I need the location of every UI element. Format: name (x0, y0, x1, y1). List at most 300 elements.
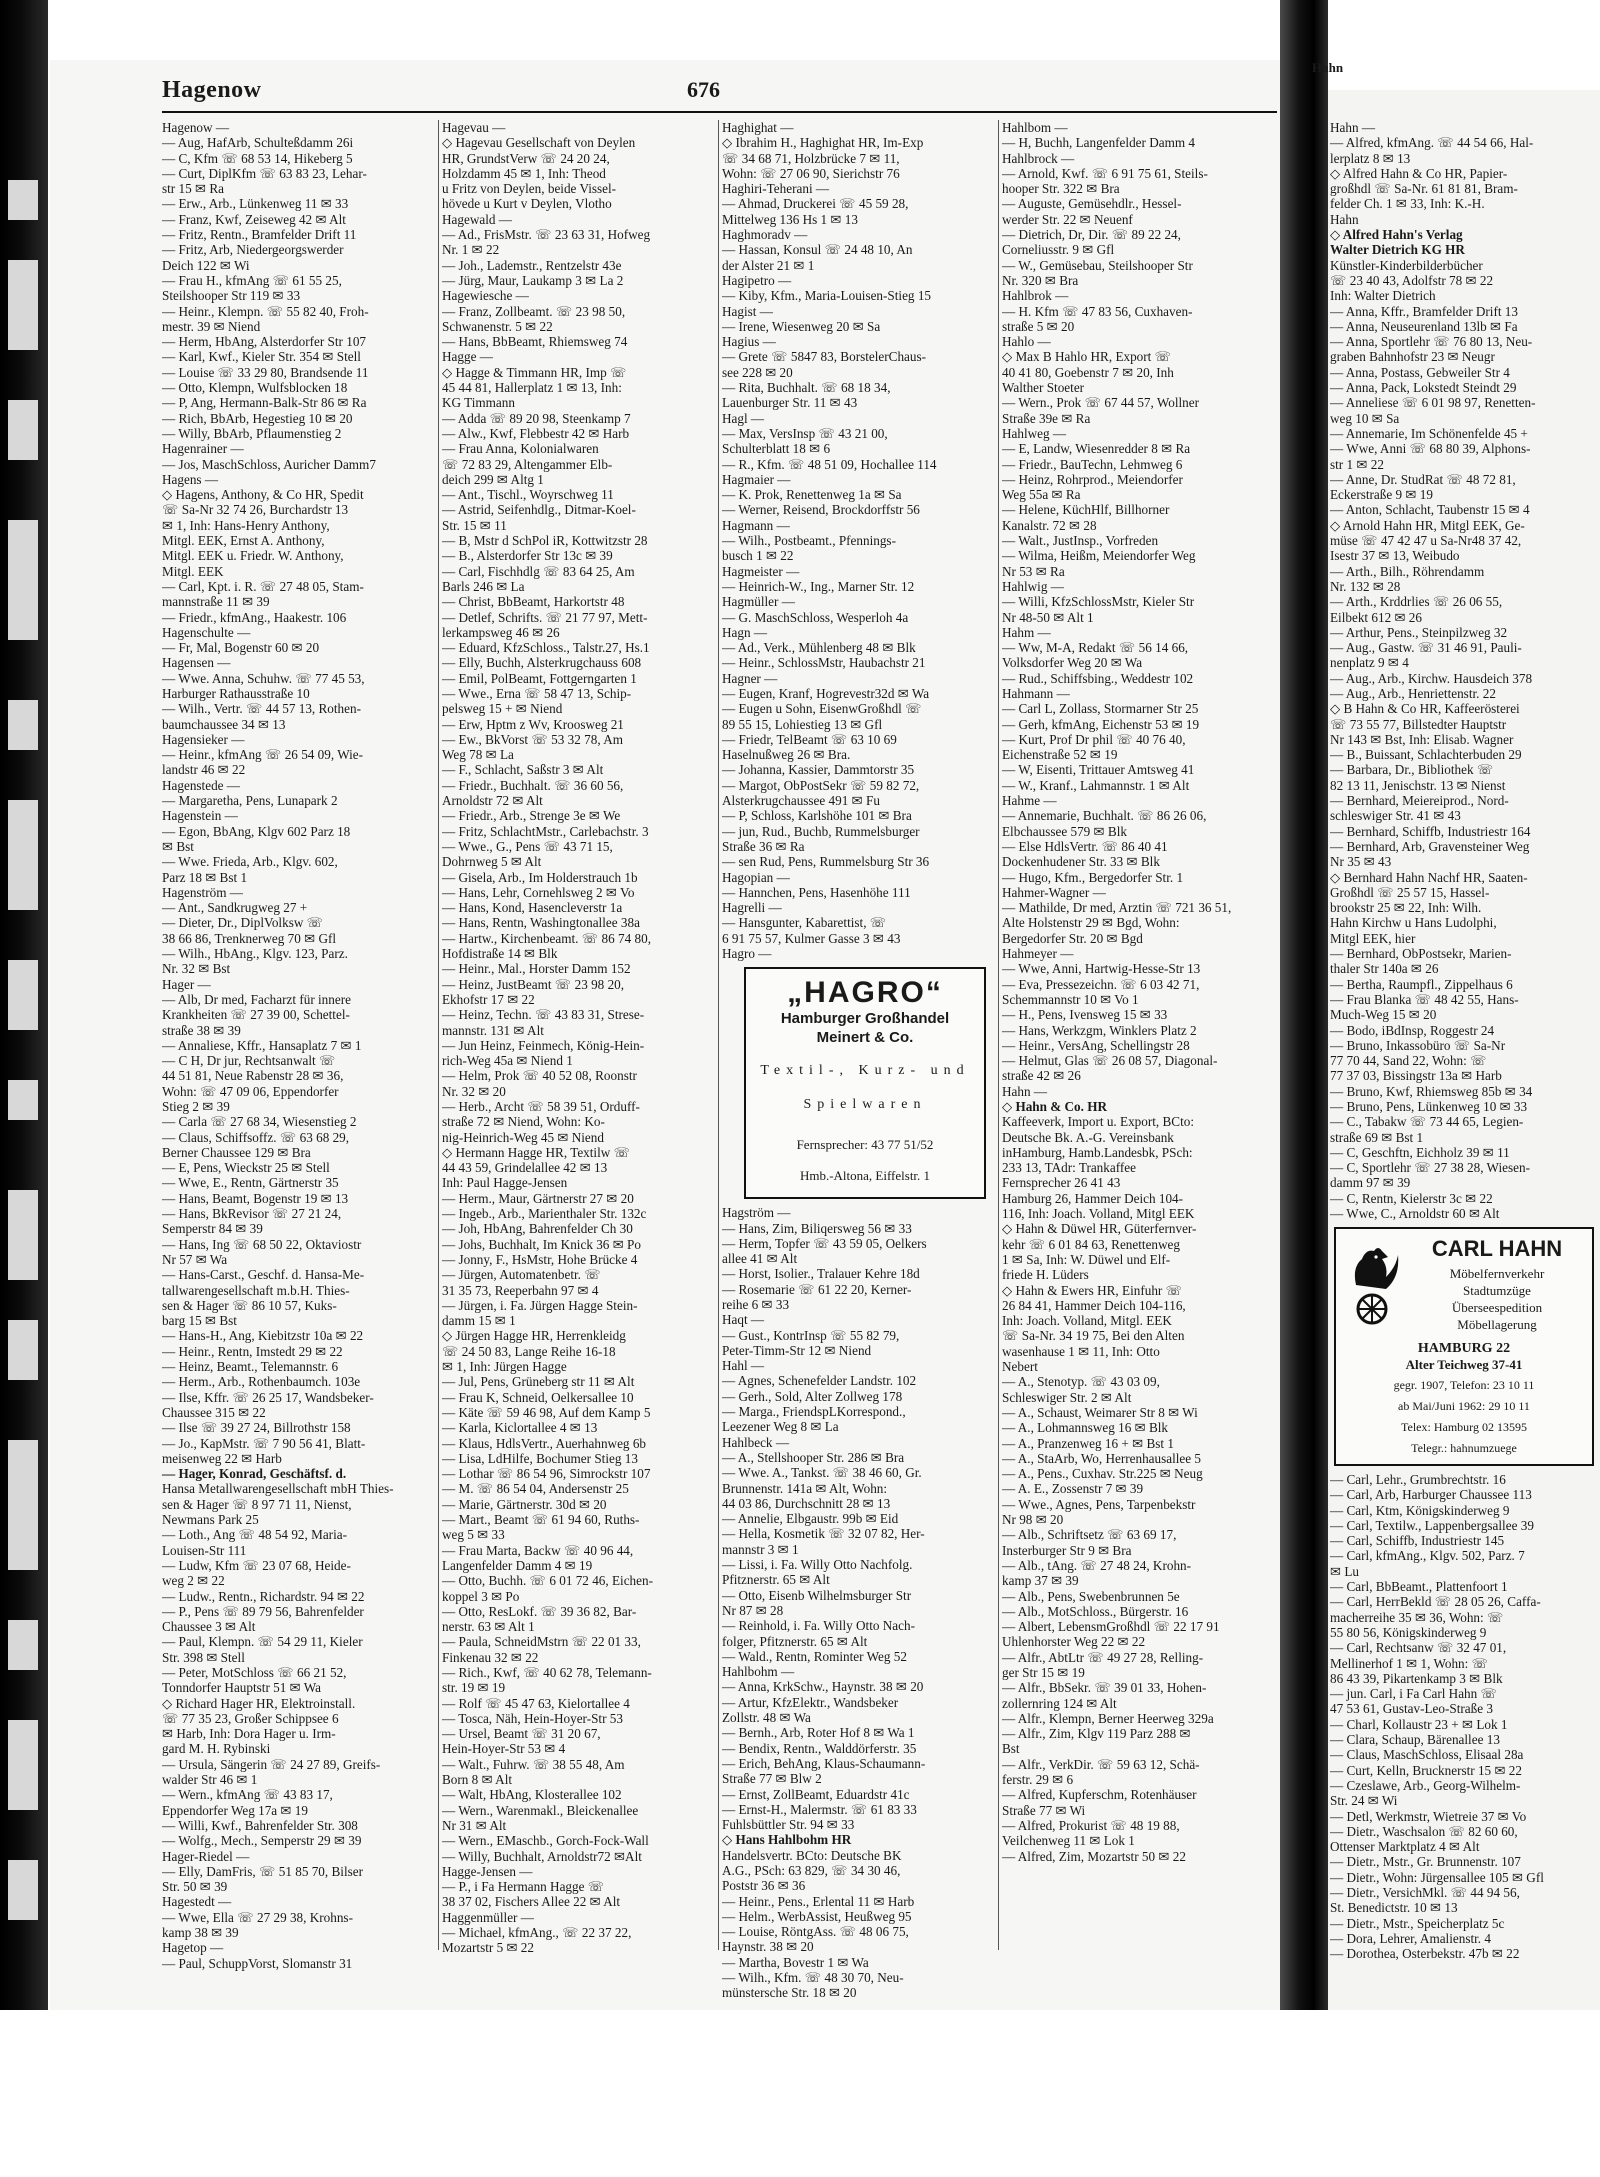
directory-entry: — A., Schaust, Weimarer Str 8 ✉ Wi (1002, 1404, 1198, 1420)
directory-entry: — Carl, Lehr., Grumbrechtstr. 16 (1330, 1471, 1506, 1487)
directory-entry: — Ludw., Rentn., Richardstr. 94 ✉ 22 (162, 1588, 365, 1604)
directory-entry: weg 10 ✉ Sa (1330, 410, 1400, 426)
directory-entry: see 228 ✉ 20 (722, 364, 793, 380)
directory-entry: — Claus, Schiffsoffz. ☏ 63 68 29, (162, 1129, 350, 1145)
directory-entry: Alsterkrugchaussee 491 ✉ Fu (722, 793, 880, 809)
directory-entry: koppel 3 ✉ Po (442, 1588, 520, 1604)
directory-entry: — K. Prok, Renettenweg 1a ✉ Sa (722, 487, 902, 503)
directory-entry: — P, Schloss, Karlshöhe 101 ✉ Bra (722, 808, 912, 824)
directory-entry: — A., Lohmannsweg 16 ✉ Blk (1002, 1420, 1168, 1436)
directory-entry: — Ant., Tischl., Woyrschweg 11 (442, 487, 614, 503)
directory-entry: — Margot, ObPostSekr ☏ 59 82 72, (722, 777, 920, 793)
directory-entry: — Hugo, Kfm., Bergedorfer Str. 1 (1002, 869, 1184, 885)
directory-entry: — Fritz, Rentn., Bramfelder Drift 11 (162, 227, 357, 243)
directory-entry: 77 70 44, Sand 22, Wohn: ☏ (1330, 1053, 1487, 1069)
directory-entry: Hager — (162, 976, 211, 992)
directory-entry: str 1 ✉ 22 (1330, 456, 1384, 472)
directory-entry: Peter-Timm-Str 12 ✉ Niend (722, 1342, 872, 1358)
directory-entry: der Alster 21 ✉ 1 (722, 257, 815, 273)
directory-entry: — Walt., Fuhrw. ☏ 38 55 48, Am (442, 1756, 625, 1772)
directory-entry: brookstr 25 ✉ 22, Inh: Wilh. (1330, 900, 1482, 916)
directory-entry: ☏ 24 50 83, Lange Reihe 16-18 (442, 1343, 616, 1359)
directory-entry: — Jul, Pens, Grüneberg str 11 ✉ Alt (442, 1374, 635, 1390)
directory-entry: Hagmeister — (722, 563, 800, 579)
directory-entry: busch 1 ✉ 22 (722, 548, 794, 564)
directory-entry: — P., i Fa Hermann Hagge ☏ (442, 1879, 605, 1895)
directory-entry: felder Ch. 1 ✉ 33, Inh: K.-H. (1330, 196, 1485, 212)
directory-entry: — Hans, Rentn, Washingtonallee 38a (442, 915, 640, 931)
directory-entry: — Willy, BbArb, Pflaumenstieg 2 (162, 425, 342, 441)
directory-entry: — C., Tabakw ☏ 73 44 65, Legien- (1330, 1114, 1524, 1130)
directory-entry: — H. Kfm ☏ 47 83 56, Cuxhaven- (1002, 303, 1193, 319)
directory-entry: — Arth., Bilh., Röhrendamm (1330, 563, 1485, 579)
directory-entry: — R., Kfm. ☏ 48 51 09, Hochallee 114 (722, 456, 937, 472)
directory-entry: str. 19 ✉ 19 (442, 1680, 506, 1696)
book-gutter (1280, 0, 1328, 2010)
directory-entry: — Bodo, iBdInsp, Roggestr 24 (1330, 1022, 1495, 1038)
directory-entry: Kanalstr. 72 ✉ 28 (1002, 517, 1097, 533)
directory-entry: Haynstr. 38 ✉ 20 (722, 1939, 814, 1955)
directory-entry: Eppendorfer Weg 17a ✉ 19 (162, 1802, 308, 1818)
directory-entry: — Tosca, Näh, Hein-Hoyer-Str 53 (442, 1710, 623, 1726)
directory-entry: — Helm, Prok ☏ 40 52 08, Roonstr (442, 1068, 637, 1084)
directory-entry: Finkenau 32 ✉ 22 (442, 1649, 539, 1665)
directory-entry: Alte Holstenstr 29 ✉ Bgd, Wohn: (1002, 915, 1180, 931)
directory-entry: — Wilh., HbAng., Klgv. 123, Parz. (162, 946, 348, 962)
directory-entry: Hagenstede — (162, 777, 240, 793)
directory-entry: Eilbekt 612 ✉ 26 (1330, 609, 1422, 625)
directory-entry: — Hans, BbBeamt, Rhiemsweg 74 (442, 334, 628, 350)
directory-entry: barg 15 ✉ Bst (162, 1313, 237, 1329)
directory-entry: — Werner, Reisend, Brockdorffstr 56 (722, 502, 920, 518)
directory-entry: — Carl, Kpt. i. R. ☏ 27 48 05, Stam- (162, 578, 364, 594)
directory-entry: Hagewiesche — (442, 288, 529, 304)
directory-entry: ◇ Hermann Hagge HR, Textilw ☏ (442, 1144, 631, 1160)
directory-entry: ◇ Richard Hager HR, Elektroinstall. (162, 1695, 356, 1711)
directory-entry: Louisen-Str 111 (162, 1542, 247, 1558)
directory-entry: Hahlbohm — (722, 1664, 795, 1680)
directory-entry: — Heinr., SchlossMstr, Haubachstr 21 (722, 655, 926, 671)
directory-entry: rich-Weg 45a ✉ Niend 1 (442, 1053, 573, 1069)
directory-entry: — Wilh., Kfm. ☏ 48 30 70, Neu- (722, 1970, 904, 1986)
directory-entry: — Louise ☏ 33 29 80, Brandsende 11 (162, 364, 369, 380)
directory-entry: — Else HdlsVertr. ☏ 86 40 41 (1002, 838, 1168, 854)
directory-entry: — Hager, Konrad, Geschäftsf. d. (162, 1466, 347, 1482)
directory-entry: — Charl, Kollaustr 23 + ✉ Lok 1 (1330, 1716, 1508, 1732)
directory-entry: — Karla, Kiclortallee 4 ✉ 13 (442, 1420, 598, 1436)
directory-entry: — Hannchen, Pens, Hasenhöhe 111 (722, 884, 911, 900)
directory-entry: Nr 57 ✉ Wa (162, 1251, 228, 1267)
directory-entry: Veilchenweg 11 ✉ Lok 1 (1002, 1833, 1135, 1849)
directory-entry: Pfitznerstr. 65 ✉ Alt (722, 1572, 830, 1588)
directory-entry: 45 44 81, Hallerplatz 1 ✉ 13, Inh: (442, 380, 622, 396)
directory-entry: — Otto, ResLokf. ☏ 39 36 82, Bar- (442, 1603, 637, 1619)
directory-entry: Hahlo — (1002, 334, 1051, 350)
directory-entry: — Wwe., Agnes, Pens, Tarpenbekstr (1002, 1496, 1196, 1512)
directory-entry: Hahlbrock — (1002, 150, 1075, 166)
directory-entry: — Marie, Gärtnerstr. 30d ✉ 20 (442, 1496, 607, 1512)
directory-entry: mannstraße 11 ✉ 39 (162, 594, 270, 610)
directory-entry: Hahn — (1002, 1083, 1048, 1099)
directory-entry: — Gerh., Sold, Alter Zollweg 178 (722, 1388, 903, 1404)
directory-entry: 47 53 61, Gustav-Leo-Straße 3 (1330, 1701, 1493, 1717)
directory-entry: Mitgl. EEK, Ernst A. Anthony, (162, 533, 325, 549)
directory-entry: — Lisa, LdHilfe, Bochumer Stieg 13 (442, 1450, 638, 1466)
directory-entry: — Hans, Kond, Hasencleverstr 1a (442, 900, 623, 916)
directory-entry: — Wilh., Postbeamt., Pfennings- (722, 533, 896, 549)
directory-entry: — Lothar ☏ 86 54 96, Simrockstr 107 (442, 1466, 651, 1482)
directory-entry: — Anna, Postass, Gebweiler Str 4 (1330, 364, 1510, 380)
directory-entry: — Alb., tAng. ☏ 27 48 24, Krohn- (1002, 1557, 1192, 1573)
directory-entry: Haggenmüller — (442, 1909, 534, 1925)
directory-entry: — A. E., Zossenstr 7 ✉ 39 (1002, 1481, 1144, 1497)
directory-entry: Nr. 1 ✉ 22 (442, 242, 500, 258)
directory-entry: — B, Mstr d SchPol iR, Kottwitzstr 28 (442, 533, 648, 549)
directory-entry: Stieg 2 ✉ 39 (162, 1099, 230, 1114)
directory-entry: Hagevau — (442, 120, 506, 135)
directory-entry: Hagström — (722, 1205, 791, 1221)
directory-entry: — Arthur, Pens., Steinpilzweg 32 (1330, 624, 1508, 640)
directory-entry: — Klaus, HdlsVertr., Auerhahnweg 6b (442, 1435, 647, 1451)
scan-left-edge (0, 0, 48, 2010)
directory-entry: mannstr 3 ✉ 1 (722, 1541, 799, 1557)
directory-entry: 44 03 86, Durchschnitt 28 ✉ 13 (722, 1495, 891, 1511)
directory-entry: — Gisela, Arb., Im Holderstrauch 1b (442, 869, 638, 885)
directory-entry: — C H, Dr jur, Rechtsanwalt ☏ (162, 1053, 336, 1069)
directory-entry: — Annemarie, Buchhalt. ☏ 86 26 06, (1002, 808, 1207, 824)
directory-entry: — Otto, Buchh. ☏ 6 01 72 46, Eichen- (442, 1573, 653, 1589)
directory-entry: — Bernhard, Meiereiprod., Nord- (1330, 793, 1509, 809)
column-divider (998, 120, 999, 1950)
directory-entry: — Wwe, E., Rentn, Gärtnerstr 35 (162, 1175, 339, 1191)
directory-entry: Much-Weg 15 ✉ 20 (1330, 1007, 1437, 1023)
directory-entry: Mitgl EEK, hier (1330, 930, 1416, 946)
directory-entry: 1 ✉ Sa, Inh: W. Düwel und Elf- (1002, 1251, 1171, 1267)
directory-entry: Nr. 320 ✉ Bra (1002, 272, 1079, 288)
directory-entry: Hagewald — (442, 211, 512, 227)
directory-entry: — Carla ☏ 27 68 34, Wiesenstieg 2 (162, 1114, 357, 1130)
directory-entry: — Johanna, Kassier, Dammtorstr 35 (722, 762, 915, 778)
directory-entry: Hahn Kirchw u Hans Ludolphi, (1330, 915, 1497, 931)
directory-entry: Straße 77 ✉ Wi (1002, 1802, 1086, 1818)
directory-entry: Hagist — (722, 303, 773, 319)
directory-entry: großhdl ☏ Sa-Nr. 61 81 81, Bram- (1330, 181, 1518, 197)
directory-entry: Inh: Walter Dietrich (1330, 288, 1436, 304)
directory-entry: Nr 53 ✉ Ra (1002, 563, 1065, 579)
directory-entry: — Max, VersInsp ☏ 43 21 00, (722, 425, 888, 441)
directory-entry: — Karl, Kwf., Kieler Str. 354 ✉ Stell (162, 349, 361, 365)
directory-entry: Lauenburger Str. 11 ✉ 43 (722, 395, 858, 411)
directory-entry: — Heinrich-W., Ing., Marner Str. 12 (722, 578, 915, 594)
carl-hahn-service: Überseespedition (1451, 1299, 1543, 1315)
directory-entry: str 15 ✉ Ra (162, 181, 224, 197)
directory-entry: — Astrid, Seifenhdlg., Ditmar-Koel- (442, 502, 636, 518)
directory-entry: Straße 39e ✉ Ra (1002, 410, 1091, 426)
directory-entry: — Heinz, JustBeamt ☏ 23 98 20, (442, 976, 625, 992)
directory-entry: ger Str 15 ✉ 19 (1002, 1664, 1085, 1680)
directory-entry: baumchaussee 34 ✉ 13 (162, 716, 286, 732)
directory-entry: Hagenow — (162, 120, 230, 135)
directory-entry: — Bernhard, Schiffb, Industriestr 164 (1330, 823, 1531, 839)
directory-entry: — Rita, Buchhalt. ☏ 68 18 34, (722, 380, 891, 396)
directory-entry: Mozartstr 5 ✉ 22 (442, 1940, 534, 1956)
carl-hahn-telegram: Telegr.: hahnumzuege (1411, 1440, 1517, 1455)
directory-entry: — Arnold, Kwf. ☏ 6 91 75 61, Steils- (1002, 165, 1208, 181)
directory-entry: Chaussee 315 ✉ 22 (162, 1404, 266, 1420)
directory-entry: — Dietr., Wohn: Jürgensallee 105 ✉ Gfl (1330, 1869, 1544, 1885)
directory-entry: — Ursula, Sängerin ☏ 24 27 89, Greifs- (162, 1756, 381, 1772)
directory-entry: — Arth., Krddrlies ☏ 26 06 55, (1330, 594, 1503, 610)
directory-entry: Großhdl ☏ 25 57 15, Hassel- (1330, 884, 1490, 900)
directory-entry: — Anna, Pack, Lokstedt Steindt 29 (1330, 380, 1517, 396)
directory-entry: ☏ Sa-Nr. 34 19 75, Bei den Alten (1002, 1328, 1185, 1344)
directory-entry: Nebert (1002, 1359, 1038, 1375)
directory-entry: kamp 37 ✉ 39 (1002, 1573, 1079, 1589)
directory-entry: schleswiger Str. 41 ✉ 43 (1330, 808, 1461, 824)
directory-entry: — Czeslawe, Arb., Georg-Wilhelm- (1330, 1777, 1521, 1793)
directory-entry: — Eva, Pressezeichn. ☏ 6 03 42 71, (1002, 976, 1200, 992)
directory-entry: — Aug., Gastw. ☏ 31 46 91, Pauli- (1330, 640, 1522, 656)
directory-entry: ◇ Hagevau Gesellschaft von Deylen (442, 135, 636, 151)
directory-entry: ✉ Lu (1330, 1563, 1359, 1579)
directory-entry: — Margaretha, Pens, Lunapark 2 (162, 793, 338, 809)
directory-entry: Hagenrainer — (162, 441, 244, 457)
directory-entry: — Peter, MotSchloss ☏ 66 21 52, (162, 1664, 347, 1680)
directory-entry: — Elly, Buchh, Alsterkrugchauss 608 (442, 655, 642, 671)
directory-entry: Hagestedt — (162, 1894, 232, 1910)
directory-entry: — Fritz, Arb, Niedergeorgswerder (162, 242, 344, 258)
directory-entry: — Anton, Schlacht, Taubenstr 15 ✉ 4 (1330, 502, 1530, 518)
directory-entry: Krankheiten ☏ 27 39 00, Schettel- (162, 1007, 350, 1023)
directory-entry: Hahme — (1002, 793, 1057, 809)
directory-entry: — Franz, Zollbeamt. ☏ 23 98 50, (442, 303, 626, 319)
directory-entry: — Heinr., kfmAng ☏ 26 54 09, Wie- (162, 747, 364, 763)
directory-entry: ✉ 1, Inh: Jürgen Hagge (442, 1359, 567, 1375)
directory-entry: — Anna, Sportlehr ☏ 76 80 13, Neu- (1330, 334, 1533, 350)
directory-entry: — Hassan, Konsul ☏ 24 48 10, An (722, 242, 913, 258)
directory-entry: — Alw., Kwf, Flebbestr 42 ✉ Harb (442, 425, 630, 441)
directory-entry: — Hans-Carst., Geschf. d. Hansa-Me- (162, 1267, 365, 1283)
directory-entry: graben Bahnhofstr 23 ✉ Neugr (1330, 349, 1495, 365)
directory-entry: weg 2 ✉ 22 (162, 1573, 225, 1589)
directory-entry: Mitgl. EEK u. Friedr. W. Anthony, (162, 548, 344, 564)
directory-entry: — Eugen u Sohn, EisenwGroßhdl ☏ (722, 701, 922, 717)
directory-entry: Isestr 37 ✉ 13, Weibudo (1330, 548, 1460, 564)
page-header (162, 75, 1277, 113)
directory-entry: Chaussee 3 ✉ Alt (162, 1619, 256, 1635)
directory-entry: u Fritz von Deylen, beide Vissel- (442, 181, 617, 197)
directory-entry: — Dietr., Mstr., Speicherplatz 5c (1330, 1915, 1505, 1931)
directory-entry: — Heinr., VersAng, Schellingstr 28 (1002, 1037, 1190, 1053)
directory-entry: Hagn — (722, 624, 768, 640)
directory-entry: — Wern., EMaschb., Gorch-Fock-Wall (442, 1833, 649, 1849)
directory-entry: Schwanenstr. 5 ✉ 22 (442, 318, 553, 334)
directory-entry: Haghighat — (722, 120, 794, 135)
directory-entry: — Heinr., Rentn, Imstedt 29 ✉ 22 (162, 1343, 343, 1359)
directory-entry: damm 97 ✉ 39 (1330, 1175, 1411, 1191)
directory-entry: Haqt — (722, 1312, 765, 1328)
directory-entry: — Anne, Dr. StudRat ☏ 48 72 81, (1330, 471, 1516, 487)
directory-entry: 40 41 80, Goebenstr 7 ✉ 20, Inh (1002, 364, 1174, 380)
directory-entry: straße 38 ✉ 39 (162, 1022, 241, 1038)
directory-entry: mannstr. 131 ✉ Alt (442, 1022, 544, 1038)
directory-entry: — Jürgen, i. Fa. Jürgen Hagge Stein- (442, 1297, 638, 1313)
directory-entry: Hagl — (722, 410, 765, 426)
directory-entry: — Friedr., kfmAng., Haakestr. 106 (162, 609, 347, 625)
directory-entry: — Wwe. Frieda, Arb., Klgv. 602, (162, 854, 338, 870)
column-1 (162, 120, 434, 1971)
directory-entry: — Barbara, Dr., Bibliothek ☏ (1330, 762, 1494, 778)
directory-entry: Fernsprecher 26 41 43 (1002, 1175, 1121, 1191)
directory-entry: tallwarengesellschaft m.b.H. Thies- (162, 1282, 350, 1298)
directory-entry: Nr 98 ✉ 20 (1002, 1512, 1064, 1528)
directory-entry: — P, Ang, Hermann-Balk-Str 86 ✉ Ra (162, 395, 367, 411)
directory-entry: — Heinr., Mal., Horster Damm 152 (442, 961, 631, 977)
directory-entry: — Dietr., Waschsalon ☏ 82 60 60, (1330, 1823, 1518, 1839)
directory-entry: Hagrelli — (722, 900, 782, 916)
directory-entry: Nr 143 ✉ Bst, Inh: Elisab. Wagner (1330, 731, 1514, 747)
directory-entry: — W, Eisenti, Trittauer Amtsweg 41 (1002, 762, 1195, 778)
directory-entry: Haghiri-Teherani — (722, 181, 830, 197)
directory-entry: — C, Rentn, Kielerstr 3c ✉ 22 (1330, 1190, 1493, 1206)
directory-entry: ◇ B Hahn & Co HR, Kaffeerösterei (1330, 701, 1520, 717)
directory-entry: — Albert, LebensmGroßhdl ☏ 22 17 91 (1002, 1619, 1220, 1635)
directory-entry: Nr 87 ✉ 28 (722, 1602, 784, 1618)
directory-entry: Schleswiger Str. 2 ✉ Alt (1002, 1389, 1132, 1405)
directory-entry: Hahlbeck — (722, 1434, 790, 1450)
hagro-goods-line: Spielwaren (803, 1096, 927, 1112)
hagro-firm-line: Hamburger Großhandel (780, 1009, 950, 1027)
directory-entry: — jun, Rud., Buchb, Rummelsburger (722, 823, 920, 839)
rooster-icon (1342, 1237, 1402, 1333)
directory-entry: — A., Pranzenweg 16 + ✉ Bst 1 (1002, 1435, 1174, 1451)
directory-entry: — Carl L, Zollass, Stormarner Str 25 (1002, 701, 1199, 717)
directory-entry: ◇ Hans Hahlbohm HR (722, 1832, 852, 1848)
carl-hahn-city: HAMBURG 22 (1417, 1341, 1511, 1357)
directory-entry: — Curt, Kelln, Brucknerstr 15 ✉ 22 (1330, 1762, 1522, 1778)
scan-bottom-margin (0, 2010, 1600, 2177)
directory-entry: nerstr. 63 ✉ Alt 1 (442, 1619, 535, 1635)
directory-entry: — Dietr., VersichMkl. ☏ 44 94 56, (1330, 1884, 1520, 1900)
directory-entry: Langenfelder Damm 4 ✉ 19 (442, 1557, 593, 1573)
directory-entry: meisenweg 22 ✉ Harb (162, 1450, 282, 1466)
directory-entry: — Heinr., Klempn. ☏ 55 82 40, Froh- (162, 303, 369, 319)
directory-entry: Str. 15 ✉ 11 (442, 517, 507, 533)
directory-entry: Wohn: ☏ 47 09 06, Eppendorfer (162, 1083, 339, 1099)
directory-entry: nig-Heinrich-Weg 45 ✉ Niend (442, 1129, 604, 1145)
directory-entry: Eckerstraße 9 ✉ 19 (1330, 487, 1433, 503)
directory-entry: Straße 77 ✉ Blw 2 (722, 1771, 822, 1787)
directory-entry: — Frau Blanka ☏ 48 42 55, Hans- (1330, 991, 1519, 1007)
directory-entry: Elbchaussee 579 ✉ Blk (1002, 823, 1127, 839)
directory-entry: ☏ 73 55 77, Billstedter Hauptstr (1330, 716, 1507, 732)
directory-entry: ◇ Hahn & Düwel HR, Güterfernver- (1002, 1221, 1197, 1237)
directory-entry: sen & Hager ☏ 86 10 57, Kuks- (162, 1297, 337, 1313)
directory-entry: — Bernhard, ObPostsekr, Marien- (1330, 946, 1512, 962)
hagro-advertisement (744, 967, 986, 1199)
directory-entry: — Horst, Isolier., Tralauer Kehre 18d (722, 1266, 920, 1282)
directory-entry: — Ew., BkVorst ☏ 53 32 78, Am (442, 731, 623, 747)
directory-entry: Hahmann — (1002, 685, 1070, 701)
directory-entry: Str. 398 ✉ Stell (162, 1649, 245, 1665)
directory-entry: — Hans, Beamt, Bogenstr 19 ✉ 13 (162, 1190, 349, 1206)
directory-entry: — Herm., Arb., Rothenbaumch. 103e (162, 1374, 361, 1390)
directory-entry: — Mathilde, Dr med, Arztin ☏ 721 36 51, (1002, 900, 1232, 916)
directory-entry: — Wilma, Heißm, Meiendorfer Weg (1002, 548, 1196, 564)
directory-entry: — B., Buissant, Schlachterbuden 29 (1330, 747, 1522, 763)
directory-entry: — Ernst, ZollBeamt, Eduardstr 41c (722, 1786, 910, 1802)
directory-entry: — Marga., FriendspLKorrespond., (722, 1404, 906, 1420)
directory-entry: Hein-Hoyer-Str 53 ✉ 4 (442, 1741, 566, 1757)
directory-entry: — Rud., Schiffsbing., Weddestr 102 (1002, 670, 1194, 686)
directory-entry: Leezener Weg 8 ✉ La (722, 1419, 839, 1435)
directory-entry: — Carl, Ktm, Königskinderweg 9 (1330, 1502, 1510, 1518)
directory-entry: — Agnes, Schenefelder Landstr. 102 (722, 1373, 917, 1389)
directory-entry: — Bertha, Raumpfl., Zippelhaus 6 (1330, 976, 1513, 992)
directory-entry: — Wwe., Erna ☏ 58 47 13, Schip- (442, 685, 632, 701)
directory-entry: — Hans-H., Ang, Kiebitzstr 10a ✉ 22 (162, 1328, 364, 1344)
directory-entry: ◇ Bernhard Hahn Nachf HR, Saaten- (1330, 869, 1528, 885)
directory-entry: — Joh., Lademstr., Rentzelstr 43e (442, 257, 622, 273)
directory-entry: Hamburg 26, Hammer Deich 104- (1002, 1190, 1184, 1206)
directory-entry: — Wwe, Anni ☏ 68 80 39, Alphons- (1330, 441, 1531, 457)
directory-entry: Dohrnweg 5 ✉ Alt (442, 854, 542, 870)
column-divider (718, 120, 719, 1950)
directory-entry: 44 43 59, Grindelallee 42 ✉ 13 (442, 1160, 608, 1176)
directory-entry: Volksdorfer Weg 20 ✉ Wa (1002, 655, 1143, 671)
directory-entry: Hofdistraße 14 ✉ Blk (442, 946, 558, 962)
directory-entry: 116, Inh: Joach. Volland, Mitgl EEK (1002, 1206, 1195, 1222)
directory-entry: Newmans Park 25 (162, 1512, 259, 1528)
directory-entry: Hahlweg — (1002, 425, 1067, 441)
directory-entry: — Ludw, Kfm ☏ 23 07 68, Heide- (162, 1557, 351, 1573)
carl-hahn-phone-change: ab Mai/Juni 1962: 29 10 11 (1398, 1398, 1530, 1413)
directory-entry: — Claus, MaschSchloss, Elisaal 28a (1330, 1747, 1524, 1763)
directory-entry: Eichenstraße 52 ✉ 19 (1002, 747, 1118, 763)
directory-entry: — Walt., JustInsp., Vorfreden (1002, 533, 1159, 549)
directory-entry: Nr 31 ✉ Alt (442, 1817, 507, 1833)
directory-entry: Mittelweg 136 Hs 1 ✉ 13 (722, 211, 858, 227)
directory-entry: — Adda ☏ 89 20 98, Steenkamp 7 (442, 410, 631, 426)
directory-entry: Nr 35 ✉ 43 (1330, 854, 1392, 870)
directory-entry: — Reinhold, i. Fa. Willy Otto Nach- (722, 1618, 915, 1634)
directory-entry: Mitgl. EEK (162, 563, 224, 579)
directory-entry: — Dorothea, Osterbekstr. 47b ✉ 22 (1330, 1946, 1520, 1962)
directory-entry: — Wwe. A., Tankst. ☏ 38 46 60, Gr. (722, 1465, 922, 1481)
directory-entry: — Emil, PolBeamt, Fottgerngarten 1 (442, 670, 637, 686)
directory-entry: zollernring 124 ✉ Alt (1002, 1695, 1117, 1711)
directory-entry: ◇ Hahn & Ewers HR, Einfuhr ☏ (1002, 1282, 1183, 1298)
directory-entry: — Detl, Werkmstr, Wietreie 37 ✉ Vo (1330, 1808, 1527, 1824)
directory-entry: HR, GrundstVerw ☏ 24 20 24, (442, 150, 610, 166)
directory-entry: — W., Kranf., Lahmannstr. 1 ✉ Alt (1002, 777, 1190, 793)
directory-entry: straße 72 ✉ Niend, Wohn: Ko- (442, 1114, 605, 1130)
directory-entry: — Aug., Arb., Henriettenstr. 22 (1330, 685, 1496, 701)
directory-entry: Fuhlsbüttler Str. 94 ✉ 33 (722, 1817, 855, 1833)
directory-entry: — Curt, DiplKfm ☏ 63 83 23, Lehar- (162, 165, 367, 181)
directory-entry: Haghmoradv — (722, 227, 808, 243)
directory-entry: — Wolfg., Mech., Semperstr 29 ✉ 39 (162, 1833, 362, 1849)
directory-entry: 38 66 86, Trenknerweg 70 ✉ Gfl (162, 930, 337, 946)
directory-entry: pelsweg 15 + ✉ Niend (442, 701, 563, 717)
directory-entry: — Willy, Buchhalt, Arnoldstr72 ✉Alt (442, 1848, 642, 1864)
directory-entry: Kaffeeverk, Import u. Export, BCto: (1002, 1114, 1195, 1130)
directory-entry: Hagensieker — (162, 731, 245, 747)
directory-entry: Hagmann — (722, 517, 790, 533)
directory-entry: gard M. H. Rybinski (162, 1741, 271, 1757)
directory-entry: — E, Landw, Wiesenredder 8 ✉ Ra (1002, 441, 1191, 457)
directory-entry: — Erw, Hptm z Wv, Kroosweg 21 (442, 716, 624, 732)
